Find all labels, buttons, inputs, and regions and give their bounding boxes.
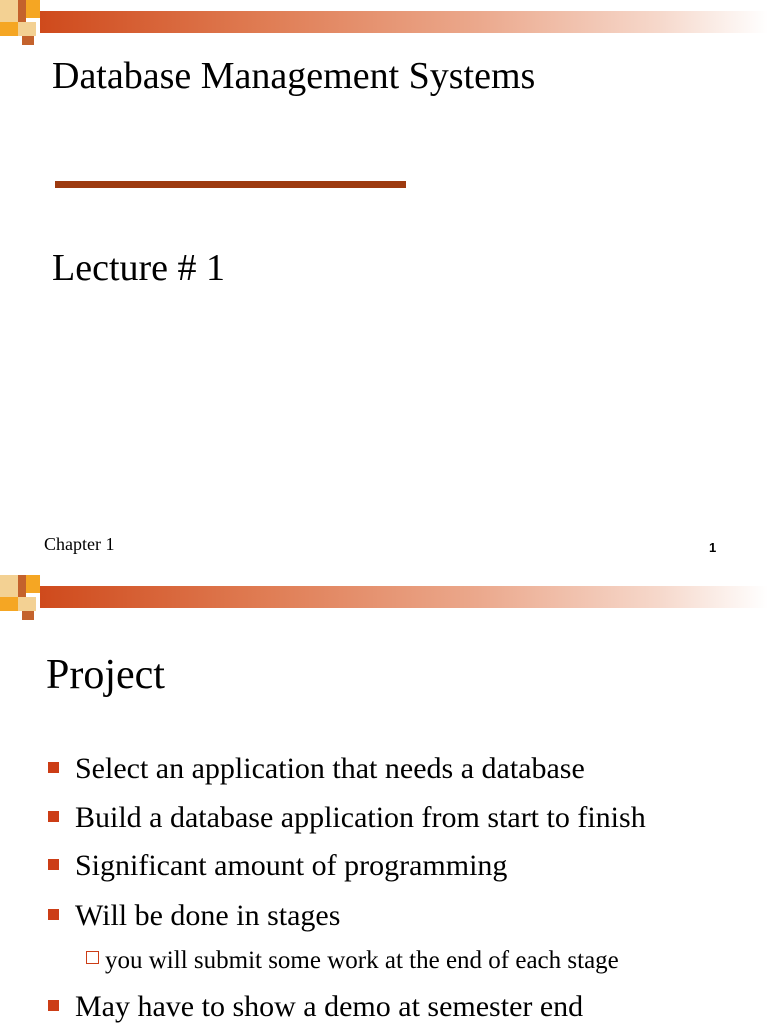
page-number: 1 (709, 540, 717, 555)
bullet-text: Will be done in stages (75, 899, 341, 932)
title-divider (55, 181, 406, 188)
slide-2 (0, 575, 768, 1024)
bullet-list (0, 575, 768, 1024)
list-item (48, 798, 763, 838)
sub-bullet-text: you will submit some work at the end of each stage (105, 947, 619, 974)
slide-subtitle: Lecture # 1 (52, 247, 226, 289)
footer-chapter: Chapter 1 (44, 534, 115, 554)
list-item (48, 987, 763, 1024)
square-bullet-icon (48, 1000, 59, 1011)
square-bullet-icon (48, 762, 59, 773)
bullet-text: Select an application that needs a database (75, 752, 585, 785)
bullet-text: Build a database application from start to finish (75, 801, 646, 834)
hollow-square-bullet-icon (86, 951, 99, 964)
slide-title: Project (46, 652, 165, 698)
list-item (48, 749, 763, 789)
square-bullet-icon (48, 909, 59, 920)
header-gradient-band (40, 11, 768, 33)
list-item (48, 896, 763, 936)
square-bullet-icon (48, 859, 59, 870)
sub-list-item (86, 945, 766, 977)
bullet-text: Significant amount of programming (75, 849, 508, 882)
bullet-text: May have to show a demo at semester end (75, 990, 584, 1023)
list-item (48, 846, 763, 886)
square-bullet-icon (48, 811, 59, 822)
slide-title: Database Management Systems (52, 55, 536, 97)
